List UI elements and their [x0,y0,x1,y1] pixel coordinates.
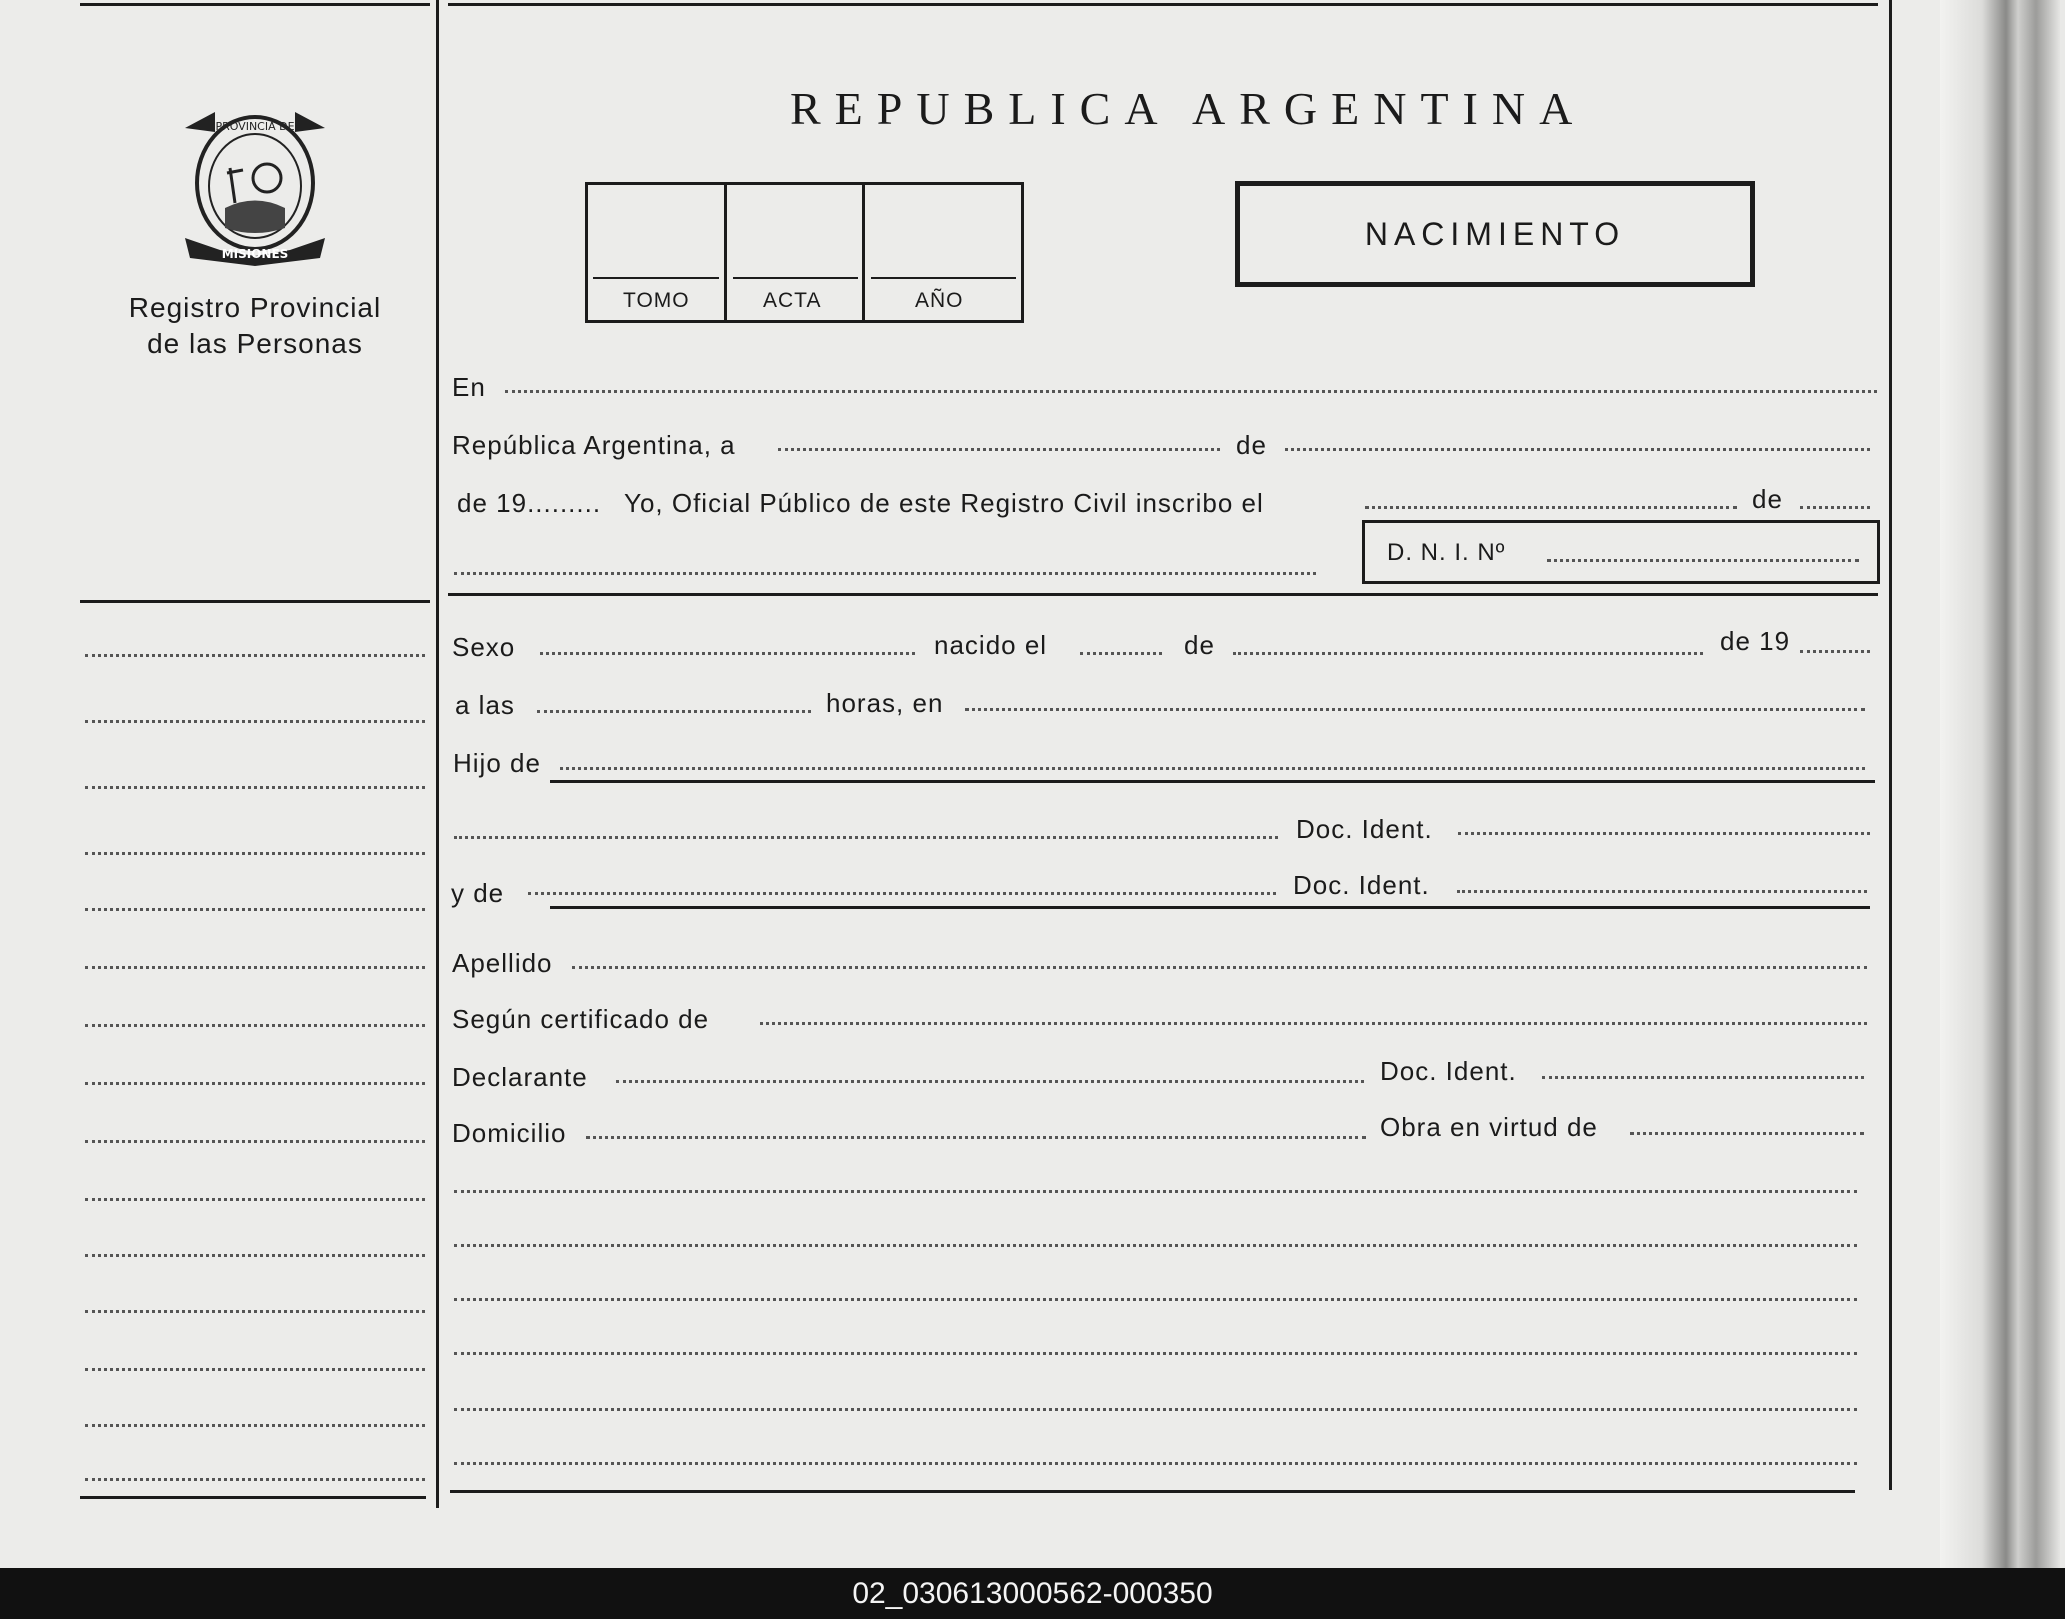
left-line-14 [85,1424,425,1427]
notes-line-4 [454,1352,1857,1355]
declarante-label: Declarante [452,1062,588,1092]
segun-label: Según certificado de [452,1004,710,1034]
doc-label-3: Doc. Ident. [1380,1056,1517,1086]
de19-label: de 19 [1720,626,1791,656]
box-rule-2 [733,277,858,279]
nacido-year-field [1800,650,1870,653]
left-line-5 [85,908,425,911]
left-line-7 [85,1024,425,1027]
bottom-rule-right [450,1490,1855,1493]
month-field [1285,448,1870,451]
nacido-day-field [1080,652,1162,655]
oficial-label: Yo, Oficial Público de este Registro Civil inscribo el [624,488,1264,518]
apellido-field [572,966,1867,969]
obra-field [1630,1132,1864,1135]
bottom-rule-left [80,1496,426,1499]
declarante-doc-field [1542,1076,1864,1079]
dni-field [1547,559,1859,562]
republica-label: República Argentina, a [452,430,736,460]
notes-line-5 [454,1408,1857,1411]
en-label: En [452,372,486,402]
madre-field [528,892,1276,895]
y-de-rule [550,906,1870,909]
box-divider-2 [862,185,865,320]
notes-line-3 [454,1298,1857,1301]
left-line-8 [85,1082,425,1085]
y-de-label: y de [451,878,505,908]
inscribe-field [1365,506,1737,509]
nacido-month-field [1233,652,1703,655]
box-rule-3 [871,277,1016,279]
de-label-c: de [1184,630,1215,660]
lugar-field [965,708,1865,711]
notes-line-1 [454,1190,1857,1193]
left-line-2 [85,720,425,723]
domicilio-field [586,1136,1366,1139]
top-rule-right [448,3,1878,6]
de-label-a: de [1236,430,1267,460]
registry-name [100,290,410,362]
left-line-12 [85,1310,425,1313]
hora-field [537,710,811,713]
notes-line-6 [454,1462,1857,1465]
left-line-11 [85,1254,425,1257]
day-field [778,448,1220,451]
registry-line-1: Registro Provincial [128,292,382,323]
misiones-seal-icon [175,98,335,268]
nacido-label: nacido el [934,630,1048,660]
year-label: de 19......... [457,488,602,518]
left-line-15 [85,1478,425,1481]
sexo-label: Sexo [452,632,516,662]
declarante-field [616,1080,1364,1083]
hijo-field [560,767,1865,770]
right-border [1889,0,1892,1490]
apellido-label: Apellido [452,948,553,978]
padre-doc-field [1458,832,1870,835]
madre-doc-field [1457,890,1867,893]
dni-box [1362,520,1880,584]
left-line-9 [85,1140,425,1143]
page-edge [1940,0,2060,1568]
tomo-label: TOMO [623,289,690,312]
name-field [454,572,1316,575]
ano-label: AÑO [915,289,964,312]
record-number-box [585,182,1024,323]
page-title: REPUBLICA ARGENTINA [790,83,1587,134]
left-line-3 [85,786,425,789]
image-id-bar: 02_030613000562-000350 [0,1568,2065,1619]
doc-label-2: Doc. Ident. [1293,870,1430,900]
left-line-4 [85,852,425,855]
acta-label: ACTA [763,289,822,312]
registry-line-2: de las Personas [147,328,363,359]
section-rule-right [448,593,1878,596]
hijo-label: Hijo de [453,748,541,778]
section-rule-left [80,600,430,603]
seal-bottom-text: MISIONES [221,247,289,261]
box-rule-1 [593,277,719,279]
left-line-10 [85,1198,425,1201]
doc-label-1: Doc. Ident. [1296,814,1433,844]
obra-label: Obra en virtud de [1380,1112,1598,1142]
seal-top-text: PROVINCIA DE [215,120,295,133]
a-las-label: a las [455,690,515,720]
top-rule-left [80,3,430,6]
notes-line-2 [454,1244,1857,1247]
record-type-box: NACIMIENTO [1235,181,1755,287]
horas-label: horas, en [826,688,944,718]
left-line-6 [85,966,425,969]
padre-field [454,836,1278,839]
de-label-b: de [1752,484,1783,514]
box-divider-1 [724,185,727,320]
left-column-divider [436,0,439,1508]
sexo-field [540,652,915,655]
left-line-1 [85,654,425,657]
dni-label: D. N. I. Nº [1387,539,1506,566]
left-line-13 [85,1368,425,1371]
en-field [505,390,1877,393]
inscribe-month-field [1800,506,1870,509]
segun-field [760,1022,1867,1025]
hijo-rule [550,780,1875,783]
domicilio-label: Domicilio [452,1118,567,1148]
